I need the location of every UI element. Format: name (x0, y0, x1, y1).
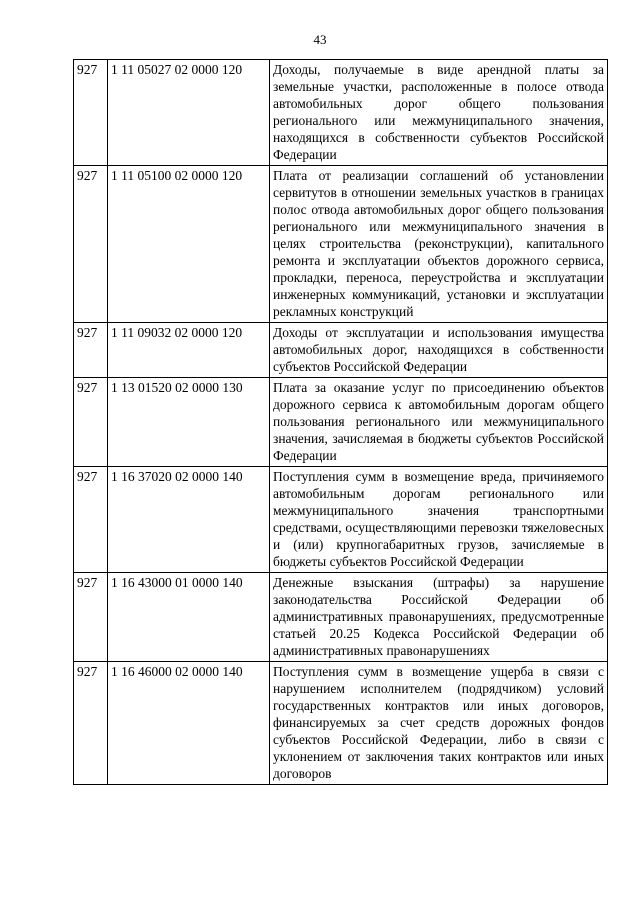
table-row (74, 573, 608, 662)
table-row (74, 378, 608, 467)
admin-code-cell: 927 (74, 573, 108, 662)
kbk-code-cell: 1 16 46000 02 0000 140 (108, 662, 270, 785)
table-row (74, 662, 608, 785)
admin-code-cell: 927 (74, 60, 108, 166)
description-cell: Доходы, получаемые в виде арендной платы за земельные участки, расположенные в полосе отвода автомобильных дорог общего пользования регионального или межмуниципального значения, находящихся в собственности субъектов Российской Федерации (270, 60, 608, 166)
admin-code-cell: 927 (74, 378, 108, 467)
description-cell: Поступления сумм в возмещение вреда, причиняемого автомобильным дорогам регионального или межмуниципального значения транспортными средствами, осуществляющими перевозки тяжеловесных и (или) крупногабаритных грузов, зачисляемые в бюджеты субъектов Российской Федерации (270, 467, 608, 573)
kbk-code-cell: 1 16 43000 01 0000 140 (108, 573, 270, 662)
admin-code-cell: 927 (74, 662, 108, 785)
admin-code-cell: 927 (74, 467, 108, 573)
kbk-code-cell: 1 11 09032 02 0000 120 (108, 323, 270, 378)
kbk-code-cell: 1 11 05100 02 0000 120 (108, 166, 270, 323)
kbk-code-cell: 1 16 37020 02 0000 140 (108, 467, 270, 573)
description-cell: Поступления сумм в возмещение ущерба в связи с нарушением исполнителем (подрядчиком) условий государственных контрактов или иных договоров, финансируемых за счет средств дорожных фондов субъектов Российской Федерации, либо в связи с уклонением от заключения таких контрактов или иных договоров (270, 662, 608, 785)
admin-code-cell: 927 (74, 166, 108, 323)
table-row (74, 166, 608, 323)
description-cell: Денежные взыскания (штрафы) за нарушение законодательства Российской Федерации об административных правонарушениях, предусмотренные статьей 20.25 Кодекса Российской Федерации об административных правонарушениях (270, 573, 608, 662)
admin-code-cell: 927 (74, 323, 108, 378)
page-number: 43 (313, 32, 327, 47)
table-row (74, 467, 608, 573)
kbk-code-cell: 1 13 01520 02 0000 130 (108, 378, 270, 467)
kbk-code-cell: 1 11 05027 02 0000 120 (108, 60, 270, 166)
description-cell: Доходы от эксплуатации и использования имущества автомобильных дорог, находящихся в собственности субъектов Российской Федерации (270, 323, 608, 378)
table-row (74, 60, 608, 166)
description-cell: Плата за оказание услуг по присоединению объектов дорожного сервиса к автомобильным дорогам общего пользования регионального или межмуниципального значения, зачисляемая в бюджеты субъектов Российской Федерации (270, 378, 608, 467)
description-cell: Плата от реализации соглашений об установлении сервитутов в отношении земельных участков в границах полос отвода автомобильных дорог общего пользования регионального или межмуниципального значения в целях строительства (реконструкции), капитального ремонта и эксплуатации объектов дорожного сервиса, прокладки, переноса, переустройства и эксплуатации инженерных коммуникаций, установки и эксплуатации рекламных конструкций (270, 166, 608, 323)
table-row (74, 323, 608, 378)
budget-code-table (73, 59, 608, 785)
